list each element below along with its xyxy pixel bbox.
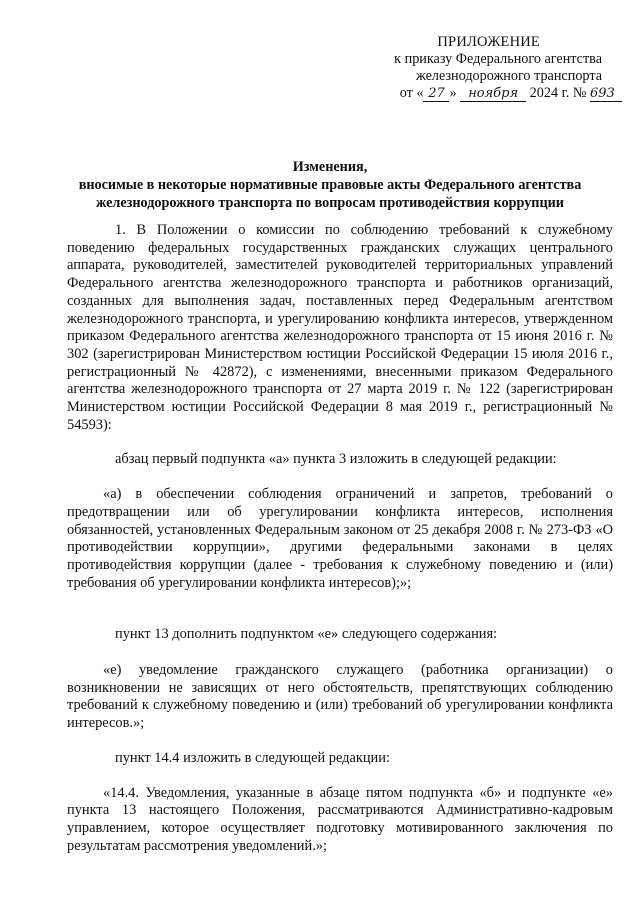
- paragraph-2: абзац первый подпункта «а» пункта 3 изложить в следующей редакции:: [115, 451, 557, 468]
- handwritten-day: 27: [423, 87, 449, 102]
- paragraph-5: «е) уведомление гражданского служащего (работника организации) о возникновении не зависящих от него обстоятельств, препятствующих соблюдению требований к служебному поведению и (или) требований об урегулировании конфликта интересов.»;: [67, 662, 613, 732]
- paragraph-7: «14.4. Уведомления, указанные в абзаце пятом подпункта «б» и подпункте «е» пункта 13 настоящего Положения, рассматриваются Административно-кадровым управлением, которое осуществляет подготовку мотивированного заключения по результатам рассмотрения уведомлений.»;: [67, 784, 613, 854]
- appendix-line-2: железнодорожного транспорта: [415, 68, 602, 84]
- date-mid: »: [449, 85, 457, 101]
- heading-line-2: вносимые в некоторые нормативные правовые акты Федерального агентства: [78, 177, 582, 193]
- date-year: 2024 г. №: [529, 85, 587, 101]
- heading-line-3: железнодорожного транспорта по вопросам противодействия коррупции: [96, 195, 564, 211]
- appendix-title: ПРИЛОЖЕНИЕ: [437, 34, 540, 50]
- handwritten-month: ноября: [460, 87, 526, 102]
- paragraph-6: пункт 14.4 изложить в следующей редакции:: [115, 749, 390, 766]
- document-body: [67, 222, 613, 855]
- date-prefix: от «: [399, 85, 424, 101]
- paragraph-4: пункт 13 дополнить подпунктом «е» следующего содержания:: [115, 626, 498, 643]
- paragraph-3: «а) в обеспечении соблюдения ограничений и запретов, требований о предотвращении или об урегулировании конфликта интересов, исполнения обязанностей, установленных Федеральным законом от 25 декабря 2008 г. № 273-ФЗ «О противодействии коррупции», другими федеральными законами в целях противодействия коррупции (далее - требования к служебному поведению и (или) требования об урегулировании конфликта интересов);»;: [67, 486, 613, 591]
- document-heading: [40, 158, 620, 212]
- appendix-line-1: к приказу Федерального агентства: [394, 51, 602, 67]
- paragraph-1: 1. В Положении о комиссии по соблюдению требований к служебному поведению федеральных государственных гражданских служащих центрального аппарата, руководителей, заместителей руководителей территориальных управлений Федерального агентства железнодорожного транспорта и работников организаций, созданных для выполнения задач, поставленных перед Федеральным агентством железнодорожного транспорта, и урегулированию конфликта интересов, утвержденном приказом Федерального агентства железнодорожного транспорта от 15 июня 2016 г. № 302 (зарегистрирован Министерством юстиции Российской Федерации 15 июля 2016 г., регистрационный № 42872), с изменениями, внесенными приказом Федерального агентства железнодорожного транспорта от 27 марта 2019 г. № 122 (зарегистрирован Министерством юстиции Российской Федерации 8 мая 2019 г., регистрационный № 54593):: [67, 222, 613, 433]
- appendix-date-line: [360, 85, 622, 102]
- handwritten-order-number: 693: [590, 87, 622, 102]
- appendix-header: [360, 34, 622, 102]
- heading-line-1: Изменения,: [292, 159, 368, 175]
